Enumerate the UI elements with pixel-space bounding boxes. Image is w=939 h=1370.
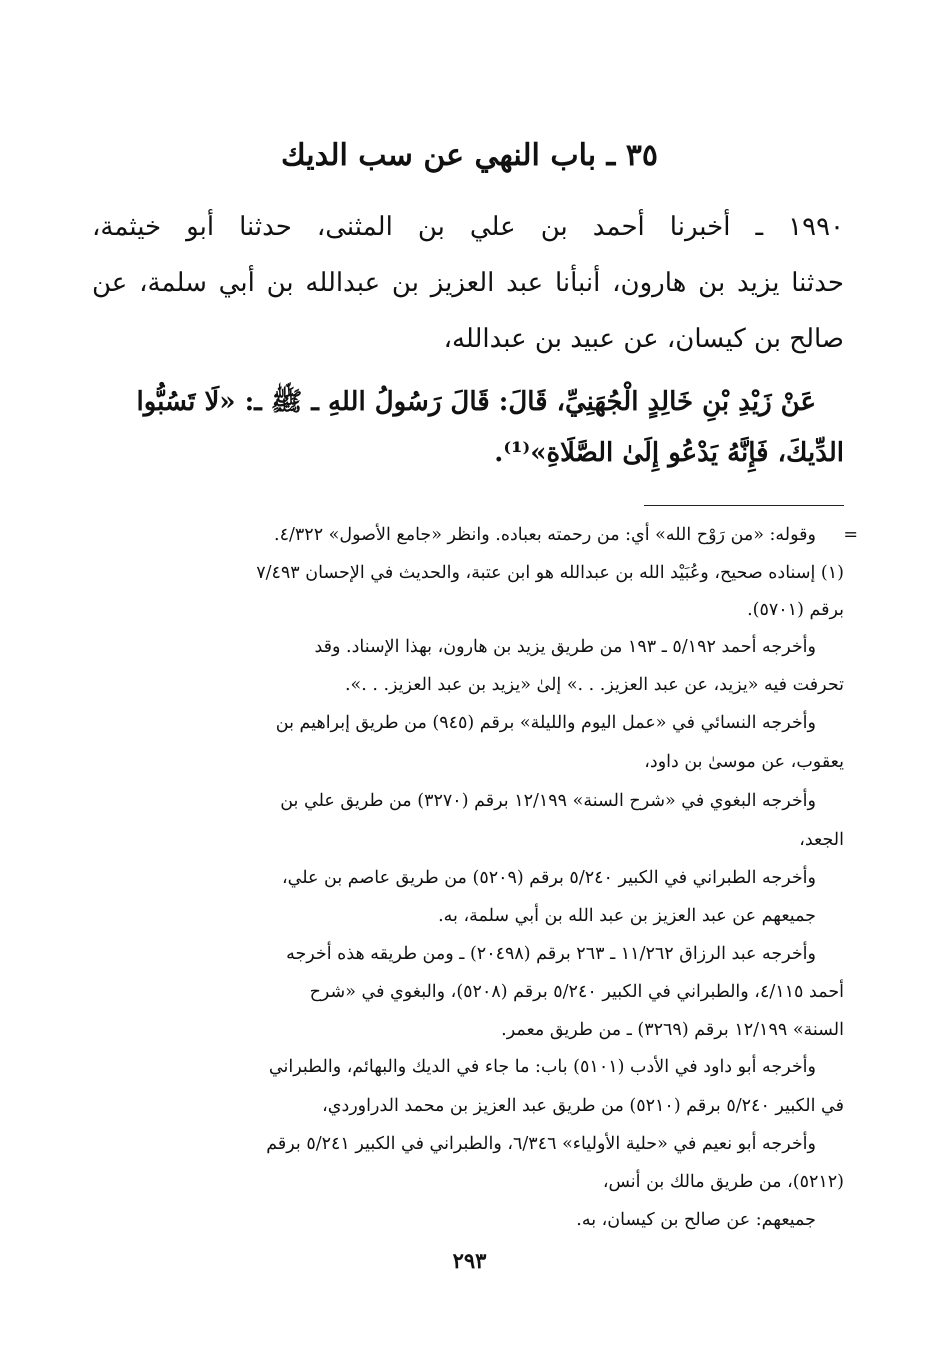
footnote-line: يعقوب، عن موسىٰ بن داود، — [644, 752, 844, 772]
footnote-line: برقم (٥٧٠١). — [747, 600, 844, 620]
footnote-line: وأخرجه أبو داود في الأدب (٥١٠١) باب: ما جاء في الديك والبهائم، والطبراني — [268, 1057, 816, 1077]
isnad-line: حدثنا يزيد بن هارون، أنبأنا عبد العزيز بن عبدالله بن أبي سلمة، عن — [92, 268, 844, 298]
footnote-line: وقوله: «من رَوْح الله» أي: من رحمته بعباده. وانظر «جامع الأصول» ٤/٣٢٢. — [274, 525, 816, 545]
footnote-carry-marker: = — [843, 525, 858, 545]
isnad-line: ١٩٩٠ ـ أخبرنا أحمد بن علي بن المثنى، حدثنا أبو خيثمة، — [92, 212, 844, 242]
footnote-line: وأخرجه البغوي في «شرح السنة» ١٢/١٩٩ برقم (٣٢٧٠) من طريق علي بن — [280, 791, 816, 811]
footnote-line: وأخرجه النسائي في «عمل اليوم والليلة» برقم (٩٤٥) من طريق إبراهيم بن — [275, 713, 816, 733]
footnote-line: جميعهم: عن صالح بن كيسان، به. — [576, 1210, 816, 1230]
footnote-line: وأخرجه عبد الرزاق ١١/٢٦٢ ـ ٢٦٣ برقم (٢٠٤٩٨) ـ ومن طريقه هذه أخرجه — [286, 944, 816, 964]
matn-line: الدِّيكَ، فَإِنَّهُ يَدْعُو إِلَىٰ الصَّلَاةِ»⁽¹⁾. — [494, 438, 844, 468]
chapter-heading: ٣٥ ـ باب النهي عن سب الديك — [281, 138, 658, 173]
footnote-line: وأخرجه أبو نعيم في «حلية الأولياء» ٦/٣٤٦، والطبراني في الكبير ٥/٢٤١ برقم — [266, 1134, 816, 1154]
footnote-line: (١) إسناده صحيح، وعُبَيْد الله بن عبدالله هو ابن عتبة، والحديث في الإحسان ٧/٤٩٣ — [256, 563, 844, 583]
matn-line: عَنْ زَيْدِ بْنِ خَالِدٍ الْجُهَنِيِّ، قَالَ: قَالَ رَسُولُ اللهِ ـ ﷺ ـ: «لَا تَسُبُّوا — [136, 387, 816, 417]
footnote-line: جميعهم عن عبد العزيز بن عبد الله بن أبي سلمة، به. — [438, 906, 816, 926]
footnote-line: الجعد، — [799, 830, 844, 850]
footnote-line: وأخرجه الطبراني في الكبير ٥/٢٤٠ برقم (٥٢٠٩) من طريق عاصم بن علي، — [281, 868, 816, 888]
footnote-line: وأخرجه أحمد ٥/١٩٢ ـ ١٩٣ من طريق يزيد بن هارون، بهذا الإسناد. وقد — [314, 637, 816, 657]
page-number: ٢٩٣ — [452, 1248, 487, 1273]
footnote-line: في الكبير ٥/٢٤٠ برقم (٥٢١٠) من طريق عبد العزيز بن محمد الدراوردي، — [322, 1096, 844, 1116]
footnote-line: تحرفت فيه «يزيد، عن عبد العزيز. . .» إلىٰ «يزيد بن عبد العزيز. . .». — [344, 675, 844, 695]
isnad-line: صالح بن كيسان، عن عبيد بن عبدالله، — [443, 324, 844, 354]
footnote-line: السنة» ١٢/١٩٩ برقم (٣٢٦٩) ـ من طريق معمر. — [501, 1020, 844, 1040]
footnote-separator — [644, 505, 844, 506]
footnote-line: (٥٢١٢)، من طريق مالك بن أنس، — [602, 1172, 844, 1192]
footnote-line: أحمد ٤/١١٥، والطبراني في الكبير ٥/٢٤٠ برقم (٥٢٠٨)، والبغوي في «شرح — [309, 982, 844, 1002]
